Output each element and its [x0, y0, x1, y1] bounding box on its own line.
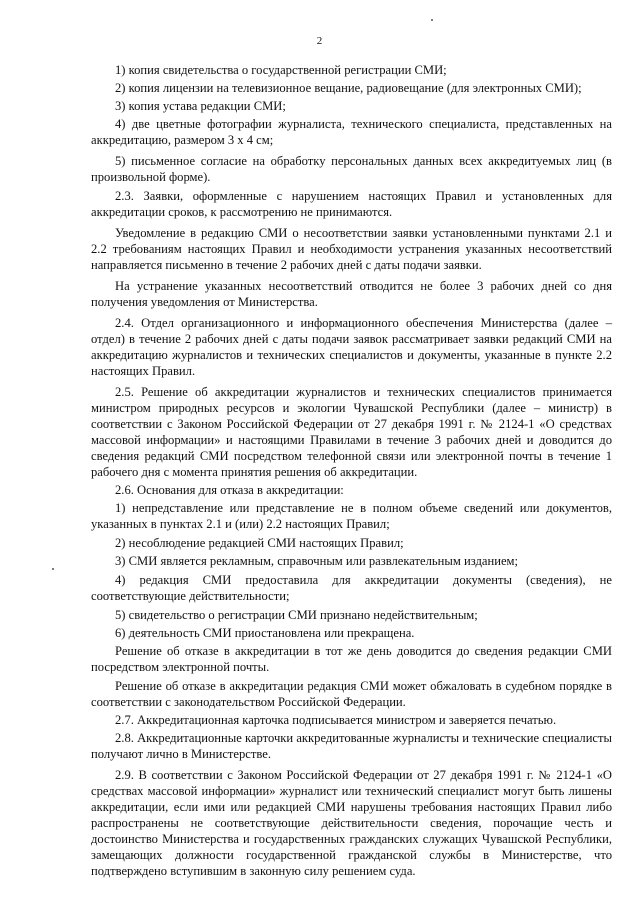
paragraph: 4) две цветные фотографии журналиста, технического специалиста, представленных на аккредитацию, размером 3 х 4 см;: [91, 117, 612, 147]
paragraph: 2) несоблюдение редакцией СМИ настоящих Правил;: [115, 536, 404, 550]
paragraph: Решение об отказе в аккредитации редакция СМИ может обжаловать в судебном порядке в соответствии с законодательством Российской Федерации.: [91, 679, 612, 709]
paragraph: 2.7. Аккредитационная карточка подписывается министром и заверяется печатью.: [115, 713, 557, 727]
paragraph: 1) непредставление или представление не в полном объеме сведений или документов, указанных в пунктах 2.1 и (или) 2.2 настоящих Правил;: [91, 501, 612, 531]
paragraph: 2.9. В соответствии с Законом Российской Федерации от 27 декабря 1991 г. № 2124-1 «О средствах массовой информации» журналист или технический специалист могут быть лишены аккредитации, если ими или редакцией СМИ нарушены требования настоящих Правил либо распространены не соответствующие действительности сведения, порочащие честь и достоинство Министерства и государственных гражданских служащих Чувашской Республики, замещающих должности государственной гражданской службы в Министерстве, что подтверждено вступившим в законную силу решением суда.: [91, 768, 612, 878]
paragraph: 5) письменное согласие на обработку персональных данных всех аккредитуемых лиц (в произвольной форме).: [91, 154, 612, 184]
scan-speck: [52, 568, 54, 570]
paragraph: Решение об отказе в аккредитации в тот же день доводится до сведения редакции СМИ посредством электронной почты.: [91, 644, 612, 674]
paragraph: 2.3. Заявки, оформленные с нарушением настоящих Правил и установленных для аккредитации сроков, к рассмотрению не принимаются.: [91, 189, 612, 219]
document-body: [91, 62, 612, 879]
page-number: 2: [316, 35, 323, 47]
paragraph: Уведомление в редакцию СМИ о несоответствии заявки установленными пунктами 2.1 и 2.2 требованиям настоящих Правил и необходимости устранения указанных несоответствий направляется письменно в течение 2 рабочих дней с даты подачи заявки.: [91, 226, 612, 272]
paragraph: 1) копия свидетельства о государственной регистрации СМИ;: [115, 63, 447, 77]
paragraph: 2.6. Основания для отказа в аккредитации:: [115, 483, 344, 497]
scan-speck: [431, 19, 433, 21]
paragraph: 3) СМИ является рекламным, справочным или развлекательным изданием;: [115, 554, 519, 568]
paragraph: 2.4. Отдел организационного и информационного обеспечения Министерства (далее – отдел) в течение 2 рабочих дней с даты подачи заявок рассматривает заявки редакций СМИ на аккредитацию журналистов и технических специалистов и документы, указанные в пункте 2.2 настоящих Правил.: [91, 316, 612, 378]
paragraph: 6) деятельность СМИ приостановлена или прекращена.: [115, 626, 415, 640]
paragraph: На устранение указанных несоответствий отводится не более 3 рабочих дней со дня получения уведомления от Министерства.: [91, 279, 612, 309]
paragraph: 4) редакция СМИ предоставила для аккредитации документы (сведения), не соответствующие действительности;: [91, 573, 612, 603]
paragraph: 2.5. Решение об аккредитации журналистов и технических специалистов принимается министром природных ресурсов и экологии Чувашской Республики (далее – министр) в соответствии с Законом Российской Федерации от 27 декабря 1991 г. № 2124-1 «О средствах массовой информации» и настоящими Правилами в течение 3 рабочих дней и доводится до сведения редакций СМИ посредством телефонной связи или электронной почты в течение 1 рабочего дня с момента принятия решения об аккредитации.: [91, 385, 612, 479]
paragraph: 2) копия лицензии на телевизионное вещание, радиовещание (для электронных СМИ);: [115, 81, 582, 95]
paragraph: 2.8. Аккредитационные карточки аккредитованные журналисты и технические специалисты получают лично в Министерстве.: [91, 731, 612, 761]
paragraph: 5) свидетельство о регистрации СМИ признано недействительным;: [115, 608, 478, 622]
paragraph: 3) копия устава редакции СМИ;: [115, 99, 286, 113]
